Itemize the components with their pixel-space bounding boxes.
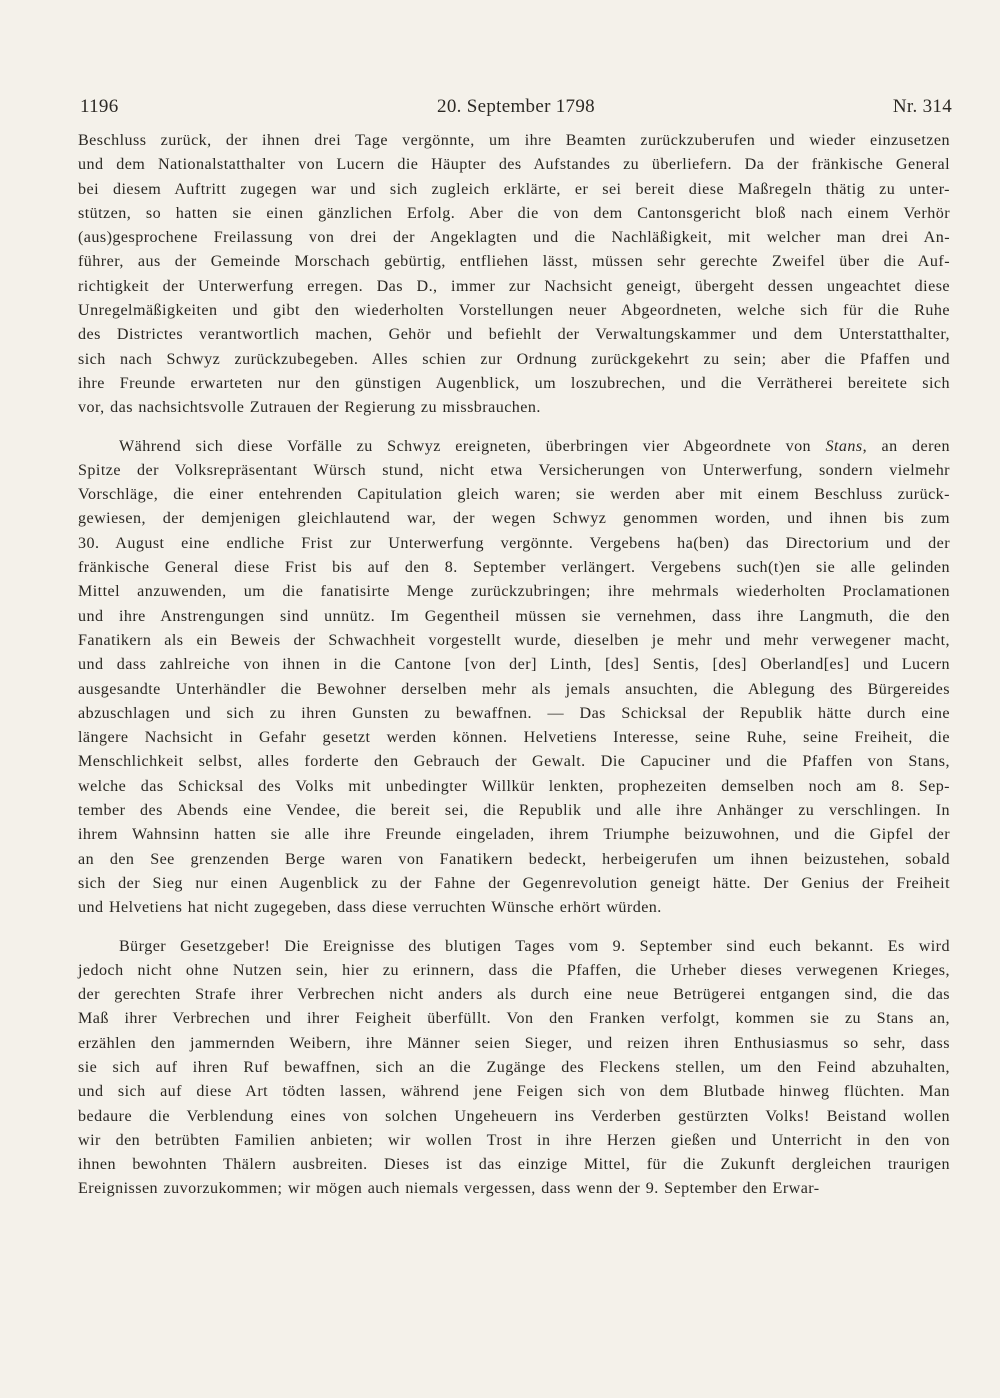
text-line: Unregelmäßigkeiten und gibt den wiederholten Vorstellungen neuer Abgeordneten, welche sich für die Ruhe (78, 302, 950, 320)
text-line: Fanatikern als ein Beweis der Schwachheit vorgestellt wurde, dieselben je mehr und mehr verwegener macht, (78, 631, 950, 649)
text-line: welche das Schicksal des Volks mit unbedingter Willkür lenkten, prophezeiten demselben noch am 8. Sep- (78, 777, 950, 795)
text-line: und dem Nationalstatthalter von Lucern die Häupter des Aufstandes zu überliefern. Da der fränkische General (78, 156, 950, 174)
text-line: tember des Abends eine Vendee, die bereit sei, die Republik und alle ihre Anhänger zu verschlingen. In (78, 802, 950, 820)
document-number: Nr. 314 (892, 96, 952, 117)
text-line: und sich auf diese Art tödten lassen, während jene Feigen sich von dem Blutbade hinweg flüchten. Man (78, 1083, 950, 1101)
text-line: Bürger Gesetzgeber! Die Ereignisse des blutigen Tages vom 9. September sind euch bekannt. Es wird (119, 937, 950, 955)
text-line: der gerechten Strafe ihrer Verbrechen nicht anders als durch eine neue Betrügerei entgangen sind, die das (78, 986, 950, 1004)
text-line: ausgesandte Unterhändler die Bewohner derselben mehr als jemals ansuchten, die Ablegung des Bürgereides (78, 680, 950, 698)
header-date: 20. September 1798 (437, 96, 595, 117)
text-line: ihrem Wahnsinn hatten sie alle ihre Freunde eingeladen, ihrem Triumphe beizuwohnen, und die Gipfel der (78, 826, 950, 844)
text-line: und ihre Anstrengungen sind unnütz. Im Gegentheil müssen sie vernehmen, dass ihre Langmuth, die den (78, 607, 950, 625)
text-line: führer, aus der Gemeinde Morschach gebürtig, entfliehen lässt, müssen sehr gerechte Zweifel über die Auf- (78, 253, 950, 271)
body-text (78, 129, 950, 1202)
text-line: (aus)gesprochene Freilassung von drei der Angeklagten und die Nachläßigkeit, mit welcher man drei An- (78, 229, 950, 247)
text-line: Beschluss zurück, der ihnen drei Tage vergönnte, um ihre Beamten zurückzuberufen und wieder einzusetzen (78, 132, 950, 149)
text-line: Während sich diese Vorfälle zu Schwyz ereigneten, überbringen vier Abgeordnete von Stans, an deren (119, 437, 950, 455)
text-line: Ereignissen zuvorzukommen; wir mögen auch niemals vergessen, dass wenn der 9. September den Erwar- (78, 1180, 820, 1198)
text-line: ihre Freunde erwarteten nur den günstigen Augenblick, um loszubrechen, und die Verrätherei bereitete sich (78, 374, 950, 392)
text-line: an den See grenzenden Berge waren von Fanatikern bedeckt, herbeigerufen um ihnen beizustehen, sobald (78, 850, 950, 868)
text-line: bei diesem Auftritt zugegen war und sich zugleich erklärte, er sei bereit diese Maßregeln thätig zu unter- (78, 180, 950, 198)
paragraph (78, 129, 950, 421)
text-line: Spitze der Volksrepräsentant Würsch stund, nicht etwa Versicherungen von Unterwerfung, sondern vielmehr (78, 461, 950, 479)
text-line: sich nach Schwyz zurückzubegeben. Alles schien zur Ordnung zurückgekehrt zu sein; aber die Pfaffen und (78, 350, 950, 368)
text-line: ihnen bewohnten Thälern ausbreiten. Dieses ist das einzige Mittel, für die Zukunft dergleichen traurigen (78, 1156, 950, 1174)
text-line: erzählen den jammernden Weibern, ihre Männer seien Sieger, und reizen ihren Enthusiasmus so sehr, dass (78, 1034, 950, 1052)
text-line: 30. August eine endliche Frist zur Unterwerfung vergönnte. Vergebens ha(ben) das Directorium und der (78, 534, 950, 552)
text-line: Vorschläge, die einer entehrenden Capitulation gleich waren; sie werden aber mit einem Beschluss zurück- (78, 486, 950, 504)
page-number: 1196 (80, 96, 119, 117)
text-line: bedaure die Verblendung eines von solchen Ungeheuern ins Verderben gestürzten Volks! Beistand wollen (78, 1107, 950, 1125)
text-line: und dass zahlreiche von ihnen in die Cantone [von der] Linth, [des] Sentis, [des] Oberland[es] und Lucern (78, 656, 950, 674)
text-line: gewiesen, der demjenigen gleichlautend war, der wegen Schwyz genommen worden, und ihnen bis zum (78, 510, 950, 528)
running-header (80, 96, 952, 122)
text-line: fränkische General diese Frist bis auf den 8. September verlängert. Vergebens such(t)en sie alle gelinden (78, 559, 950, 577)
text-line: stützen, so hatten sie einen gänzlichen Erfolg. Aber die von dem Cantonsgericht bloß nach einem Verhör (78, 204, 950, 222)
text-line: Menschlichkeit selbst, alles forderte den Gebrauch der Gewalt. Die Capuciner und die Pfaffen von Stans, (78, 753, 950, 771)
text-line: richtigkeit der Unterwerfung erregen. Das D., immer zur Nachsicht geneigt, übergeht dessen ungeachtet diese (78, 277, 950, 295)
text-line: längere Nachsicht in Gefahr gesetzt werden können. Helvetiens Interesse, seine Ruhe, seine Freiheit, die (78, 729, 950, 747)
text-line: und Helvetiens hat nicht zugegeben, dass diese verruchten Wünsche erhört würden. (78, 899, 662, 917)
text-line: des Districtes verantwortlich machen, Gehör und befiehlt der Verwaltungskammer und dem Unterstatthalter, (78, 326, 950, 344)
text-line: jedoch nicht ohne Nutzen sein, hier zu erinnern, dass die Pfaffen, die Urheber dieses verwegenen Krieges, (78, 961, 950, 979)
text-line: Maß ihrer Verbrechen und ihrer Feigheit überfüllt. Von den Franken verfolgt, kommen sie zu Stans an, (78, 1010, 950, 1028)
paragraph (78, 435, 950, 921)
text-line: sich der Sieg nur einen Augenblick zu der Fahne der Gegenrevolution geneigt hätte. Der Genius der Freiheit (78, 874, 950, 892)
text-line: Mittel anzuwenden, um die fanatisirte Menge zurückzubringen; ihre mehrmals wiederholten Proclamationen (78, 583, 950, 601)
text-line: abzuschlagen und sich zu ihren Gunsten zu bewaffnen. — Das Schicksal der Republik hätte durch eine (78, 704, 950, 722)
text-line: sie sich auf ihren Ruf bewaffnen, sich an die Zugänge des Fleckens stellen, um den Feind abzuhalten, (78, 1058, 950, 1076)
text-line: wir den betrübten Familien anbieten; wir wollen Trost in ihre Herzen gießen und Unterricht in den von (78, 1131, 950, 1149)
paragraph (78, 935, 950, 1202)
text-line: vor, das nachsichtsvolle Zutrauen der Regierung zu missbrauchen. (78, 399, 541, 417)
